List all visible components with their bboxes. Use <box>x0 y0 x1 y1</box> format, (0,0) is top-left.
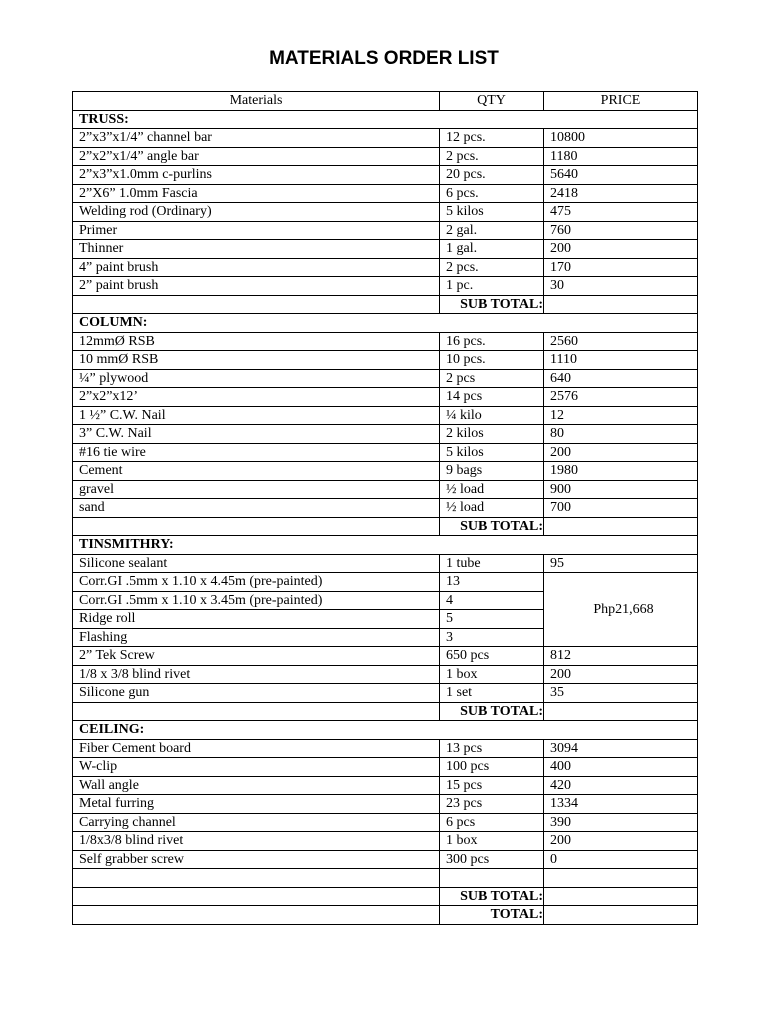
section-row-tinsmithry <box>73 536 698 555</box>
subtotal-row-column <box>73 517 698 536</box>
subtotal-label: SUB TOTAL: <box>440 517 544 536</box>
qty-cell: 3 <box>440 628 544 647</box>
subtotal-label: SUB TOTAL: <box>440 295 544 314</box>
table-row <box>73 647 698 666</box>
qty-cell: ½ load <box>440 499 544 518</box>
qty-cell: 23 pcs <box>440 795 544 814</box>
price-cell: 5640 <box>544 166 698 185</box>
material-cell: 1 ½” C.W. Nail <box>73 406 440 425</box>
subtotal-label: SUB TOTAL: <box>440 702 544 721</box>
table-row <box>73 388 698 407</box>
empty-cell <box>73 887 440 906</box>
qty-cell: ½ load <box>440 480 544 499</box>
price-cell: 0 <box>544 850 698 869</box>
table-row <box>73 166 698 185</box>
table-row <box>73 221 698 240</box>
qty-cell: 1 gal. <box>440 240 544 259</box>
table-row <box>73 554 698 573</box>
page-title: MATERIALS ORDER LIST <box>269 48 499 69</box>
qty-cell: 1 box <box>440 832 544 851</box>
subtotal-value <box>544 702 698 721</box>
qty-cell: 13 <box>440 573 544 592</box>
qty-cell: 2 kilos <box>440 425 544 444</box>
subtotal-row-truss <box>73 295 698 314</box>
table-row <box>73 573 698 592</box>
price-cell: 812 <box>544 647 698 666</box>
subtotal-label: SUB TOTAL: <box>440 887 544 906</box>
table-row <box>73 850 698 869</box>
price-cell: 2418 <box>544 184 698 203</box>
price-cell: 475 <box>544 203 698 222</box>
price-cell: 3094 <box>544 739 698 758</box>
material-cell: Silicone gun <box>73 684 440 703</box>
subtotal-row-ceiling <box>73 887 698 906</box>
table-row <box>73 739 698 758</box>
material-cell: Wall angle <box>73 776 440 795</box>
table-row <box>73 240 698 259</box>
table-row <box>73 758 698 777</box>
qty-cell: 6 pcs. <box>440 184 544 203</box>
empty-cell <box>73 702 440 721</box>
table-row <box>73 369 698 388</box>
qty-cell: ¼ kilo <box>440 406 544 425</box>
table-row <box>73 813 698 832</box>
material-cell: Metal furring <box>73 795 440 814</box>
material-cell: 10 mmØ RSB <box>73 351 440 370</box>
section-tinsmithry: TINSMITHRY: <box>73 536 698 555</box>
subtotal-value <box>544 517 698 536</box>
material-cell: 1/8x3/8 blind rivet <box>73 832 440 851</box>
price-cell: 760 <box>544 221 698 240</box>
subtotal-row-tinsmithry <box>73 702 698 721</box>
qty-cell: 16 pcs. <box>440 332 544 351</box>
qty-cell: 5 kilos <box>440 203 544 222</box>
table-row <box>73 776 698 795</box>
material-cell: 4” paint brush <box>73 258 440 277</box>
material-cell: 1/8 x 3/8 blind rivet <box>73 665 440 684</box>
qty-cell: 1 pc. <box>440 277 544 296</box>
table-row <box>73 147 698 166</box>
section-row-column <box>73 314 698 333</box>
table-row <box>73 406 698 425</box>
empty-cell <box>73 295 440 314</box>
qty-cell: 650 pcs <box>440 647 544 666</box>
qty-cell: 2 pcs. <box>440 258 544 277</box>
material-cell: Ridge roll <box>73 610 440 629</box>
material-cell: Silicone sealant <box>73 554 440 573</box>
table-row <box>73 425 698 444</box>
subtotal-value <box>544 295 698 314</box>
header-materials: Materials <box>73 92 440 111</box>
price-cell: 1180 <box>544 147 698 166</box>
material-cell: Corr.GI .5mm x 1.10 x 3.45m (pre-painted) <box>73 591 440 610</box>
merged-price-cell: Php21,668 <box>544 573 698 647</box>
material-cell: 3” C.W. Nail <box>73 425 440 444</box>
table-row <box>73 443 698 462</box>
total-label: TOTAL: <box>440 906 544 925</box>
total-row <box>73 906 698 925</box>
material-cell: ¼” plywood <box>73 369 440 388</box>
material-cell: 2” paint brush <box>73 277 440 296</box>
price-cell: 200 <box>544 665 698 684</box>
material-cell: W-clip <box>73 758 440 777</box>
qty-cell: 300 pcs <box>440 850 544 869</box>
price-cell: 900 <box>544 480 698 499</box>
price-cell: 170 <box>544 258 698 277</box>
material-cell: 2”x3”x1.0mm c-purlins <box>73 166 440 185</box>
table-row <box>73 684 698 703</box>
price-cell: 1980 <box>544 462 698 481</box>
header-row <box>73 92 698 111</box>
qty-cell: 5 <box>440 610 544 629</box>
material-cell: 2”X6” 1.0mm Fascia <box>73 184 440 203</box>
price-cell: 200 <box>544 240 698 259</box>
qty-cell: 15 pcs <box>440 776 544 795</box>
price-cell: 35 <box>544 684 698 703</box>
qty-cell: 2 pcs. <box>440 147 544 166</box>
price-cell: 400 <box>544 758 698 777</box>
table-row <box>73 129 698 148</box>
price-cell: 2576 <box>544 388 698 407</box>
materials-table <box>72 91 698 925</box>
empty-cell <box>73 869 440 888</box>
material-cell: 2”x2”x1/4” angle bar <box>73 147 440 166</box>
table-row <box>73 832 698 851</box>
price-cell: 10800 <box>544 129 698 148</box>
price-cell: 640 <box>544 369 698 388</box>
material-cell: 2”x2”x12’ <box>73 388 440 407</box>
table-row <box>73 184 698 203</box>
section-row-ceiling <box>73 721 698 740</box>
empty-cell <box>73 906 440 925</box>
table-row <box>73 203 698 222</box>
total-value <box>544 906 698 925</box>
header-qty: QTY <box>440 92 544 111</box>
qty-cell: 1 box <box>440 665 544 684</box>
qty-cell: 5 kilos <box>440 443 544 462</box>
section-row-truss <box>73 110 698 129</box>
empty-cell <box>544 869 698 888</box>
price-cell: 2560 <box>544 332 698 351</box>
subtotal-value <box>544 887 698 906</box>
qty-cell: 20 pcs. <box>440 166 544 185</box>
price-cell: 12 <box>544 406 698 425</box>
qty-cell: 1 set <box>440 684 544 703</box>
section-column: COLUMN: <box>73 314 698 333</box>
material-cell: sand <box>73 499 440 518</box>
qty-cell: 100 pcs <box>440 758 544 777</box>
material-cell: Carrying channel <box>73 813 440 832</box>
price-cell: 420 <box>544 776 698 795</box>
table-row <box>73 462 698 481</box>
table-row <box>73 258 698 277</box>
material-cell: Flashing <box>73 628 440 647</box>
table-row <box>73 795 698 814</box>
qty-cell: 12 pcs. <box>440 129 544 148</box>
material-cell: 2”x3”x1/4” channel bar <box>73 129 440 148</box>
material-cell: gravel <box>73 480 440 499</box>
table-row <box>73 332 698 351</box>
empty-cell <box>73 517 440 536</box>
table-row <box>73 480 698 499</box>
table-row-empty <box>73 869 698 888</box>
material-cell: 2” Tek Screw <box>73 647 440 666</box>
qty-cell: 10 pcs. <box>440 351 544 370</box>
qty-cell: 13 pcs <box>440 739 544 758</box>
section-truss: TRUSS: <box>73 110 698 129</box>
table-row <box>73 665 698 684</box>
header-price: PRICE <box>544 92 698 111</box>
material-cell: Cement <box>73 462 440 481</box>
qty-cell: 1 tube <box>440 554 544 573</box>
price-cell: 390 <box>544 813 698 832</box>
price-cell: 30 <box>544 277 698 296</box>
price-cell: 200 <box>544 443 698 462</box>
empty-cell <box>440 869 544 888</box>
material-cell: 12mmØ RSB <box>73 332 440 351</box>
price-cell: 80 <box>544 425 698 444</box>
price-cell: 1334 <box>544 795 698 814</box>
qty-cell: 2 gal. <box>440 221 544 240</box>
table-row <box>73 277 698 296</box>
qty-cell: 14 pcs <box>440 388 544 407</box>
table-row <box>73 351 698 370</box>
material-cell: Corr.GI .5mm x 1.10 x 4.45m (pre-painted) <box>73 573 440 592</box>
price-cell: 700 <box>544 499 698 518</box>
material-cell: Fiber Cement board <box>73 739 440 758</box>
section-ceiling: CEILING: <box>73 721 698 740</box>
material-cell: Welding rod (Ordinary) <box>73 203 440 222</box>
material-cell: Thinner <box>73 240 440 259</box>
price-cell: 1110 <box>544 351 698 370</box>
price-cell: 95 <box>544 554 698 573</box>
material-cell: #16 tie wire <box>73 443 440 462</box>
qty-cell: 9 bags <box>440 462 544 481</box>
qty-cell: 2 pcs <box>440 369 544 388</box>
price-cell: 200 <box>544 832 698 851</box>
material-cell: Self grabber screw <box>73 850 440 869</box>
material-cell: Primer <box>73 221 440 240</box>
qty-cell: 6 pcs <box>440 813 544 832</box>
qty-cell: 4 <box>440 591 544 610</box>
table-row <box>73 499 698 518</box>
